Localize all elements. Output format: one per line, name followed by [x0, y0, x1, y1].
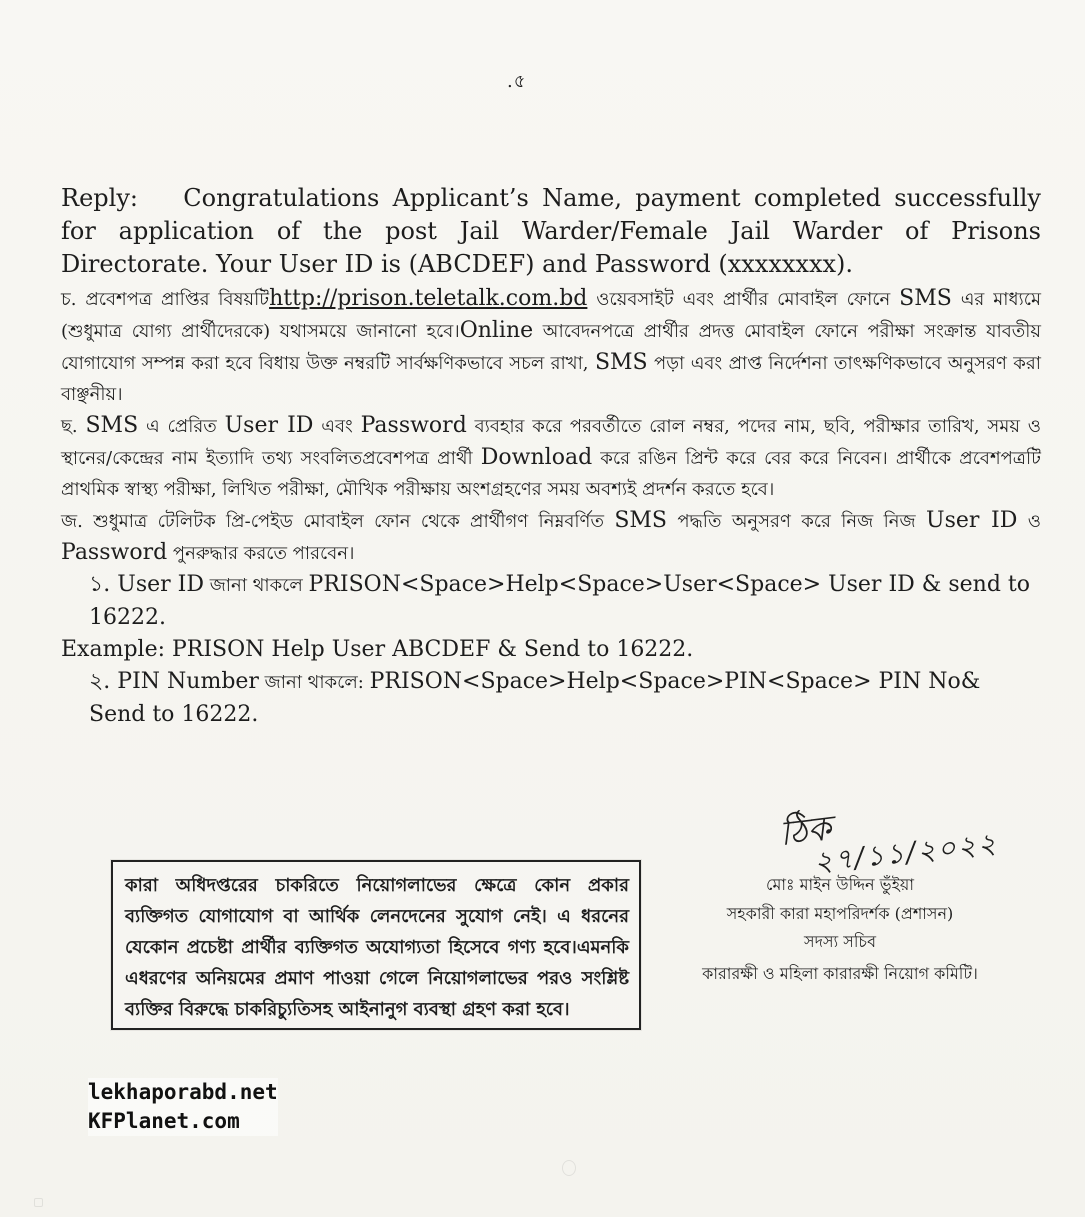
watermark-line-2: KFPlanet.com — [88, 1109, 240, 1133]
online-text: Online — [459, 318, 534, 343]
sms-text-1: SMS — [899, 286, 952, 311]
page-number: .৫ — [507, 71, 527, 92]
instruction-example: Example: PRISON Help User ABCDEF & Send to 16222. — [61, 637, 694, 662]
notice-box: কারা অধিদপ্তরের চাকরিতে নিয়োগলাভের ক্ষেত্রে কোন প্রকার ব্যক্তিগত যোগাযোগ বা আর্থিক লেনদেনের সুযোগ নেই। এ ধরনের যেকোন প্রচেষ্টা প্রার্থীর ব্যক্তিগত অযোগ্যতা হিসেবে গণ্য হবে।এমনকি এধরণের অনিয়মের প্রমাণ পাওয়া গেলে নিয়োগলাভের পরও সংশ্লিষ্ট ব্যক্তির বিরুদ্ধে চাকরিচ্যুতিসহ আইনানুগ ব্যবস্থা গ্রহণ করা হবে। — [111, 860, 641, 1030]
signatory-name: মোঃ মাইন উদ্দিন ভুঁইয়া — [766, 875, 914, 894]
password-text-1: Password — [360, 413, 467, 438]
instruction-item-1-userid: User ID — [110, 572, 204, 597]
paragraph-ja-part2: পদ্ধতি অনুসরণ করে নিজ নিজ — [667, 511, 927, 532]
sms-text-3: SMS — [85, 413, 139, 438]
user-id-text-2: User ID — [926, 508, 1018, 533]
user-id-text-1: User ID — [224, 413, 314, 438]
instruction-item-2-number: ২. — [89, 669, 111, 694]
instruction-item-2 — [61, 666, 1041, 731]
sms-text-4: SMS — [614, 508, 667, 533]
signatory-role: সহকারী কারা মহাপরিদর্শক (প্রশাসন) — [726, 904, 954, 923]
watermark-line-1: lekhaporabd.net — [88, 1080, 278, 1104]
paragraph-cha-part1: চ. প্রবেশপত্র প্রাপ্তির বিষয়টি — [61, 289, 270, 310]
reply-text: Congratulations Applicant’s Name, payment completed successfully for application of the post Jail Warder/Female Jail Warder of Prisons Directorate. Your User ID is (ABCDEF) and Password (xxxxxxxx). — [61, 184, 1041, 278]
paragraph-chha-part5: করে রঙিন প্রিন্ট করে বের করে নিবেন। প্রার্থীকে প্রবেশপত্রটি প্রাথমিক স্বাস্থ্য পরীক্ষা, লিখিত পরীক্ষা, মৌখিক পরীক্ষায় অংশগ্রহণের সময় অবশ্যই প্রদর্শন করতে হবে। — [61, 448, 1041, 500]
instruction-item-1-command: PRISON<Space>Help<Space>User<Space> User ID & send to 16222. — [89, 572, 1030, 630]
paragraph-ja-part4: পুনরুদ্ধার করতে পারবেন। — [167, 543, 355, 564]
prison-website-link[interactable]: http://prison.teletalk.com.bd — [269, 286, 588, 311]
signature-date: ২৭/১১/২০২২ — [812, 826, 1000, 879]
paragraph-chha-part4: ব্যবহার করে পরবর্তীতে রোল নম্বর, পদের নাম, ছবি, পরীক্ষার তারিখ, সময় ও স্থানের/কেন্দ্রের নাম ইত্যাদি তথ্য সংবলিতপ্রবেশপত্র প্রার্থী — [61, 416, 1042, 469]
signatory-member: সদস্য সচিব — [804, 932, 876, 951]
instruction-item-2-known: জানা থাকলে: — [258, 672, 370, 693]
paragraph-ja-part1: জ. শুধুমাত্র টেলিটক প্রি-পেইড মোবাইল ফোন থেকে প্রার্থীগণ নিম্নবর্ণিত — [61, 511, 615, 532]
reply-paragraph — [61, 182, 1041, 281]
instruction-item-1 — [61, 569, 1041, 634]
reply-label: Reply: — [61, 184, 138, 212]
instruction-item-1-known: জানা থাকলে — [203, 575, 309, 596]
instruction-item-1-number: ১. — [89, 572, 111, 597]
paragraph-cha — [61, 283, 1041, 410]
scan-artifact — [562, 1160, 576, 1176]
main-content — [61, 182, 1041, 731]
paragraph-cha-part3: এর মাধ্যমে (শুধুমাত্র যোগ্য প্রার্থীদেরকে) যথাসময়ে জানানো হবে। — [61, 289, 1041, 342]
scan-artifact-small — [34, 1198, 43, 1207]
paragraph-chha-part2: এ প্রেরিত — [138, 416, 225, 437]
signature-mark: ঠিক — [777, 808, 834, 855]
paragraph-ja-part3: ও — [1017, 511, 1041, 532]
paragraph-cha-part5: পড়া এবং প্রাপ্ত নির্দেশনা তাৎক্ষণিকভাবে অনুসরণ করা বাঞ্ছনীয়। — [61, 353, 1041, 405]
paragraph-chha-part3: এবং — [313, 416, 361, 437]
paragraph-ja — [61, 505, 1041, 569]
sms-text-2: SMS — [594, 350, 648, 375]
paragraph-cha-part2: ওয়েবসাইট এবং প্রার্থীর মোবাইল ফোনে — [587, 289, 900, 310]
instruction-item-2-pin: PIN Number — [110, 669, 259, 694]
paragraph-chha — [61, 410, 1041, 505]
instruction-item-2-command: PRISON<Space>Help<Space>PIN<Space> PIN No& Send to 16222. — [89, 669, 981, 727]
watermark — [88, 1078, 278, 1136]
paragraph-cha-part4: আবেদনপত্রে প্রার্থীর প্রদত্ত মোবাইল ফোনে পরীক্ষা সংক্রান্ত যাবতীয় যোগাযোগ সম্পন্ন করা হবে বিধায় উক্ত নম্বরটি সার্বক্ষণিকভাবে সচল রাখা, — [61, 321, 1042, 374]
download-text: Download — [480, 445, 593, 470]
password-text-2: Password — [61, 540, 168, 565]
paragraph-chha-part1: ছ. — [61, 416, 86, 437]
signatory-committee: কারারক্ষী ও মহিলা কারারক্ষী নিয়োগ কমিটি। — [702, 964, 978, 983]
